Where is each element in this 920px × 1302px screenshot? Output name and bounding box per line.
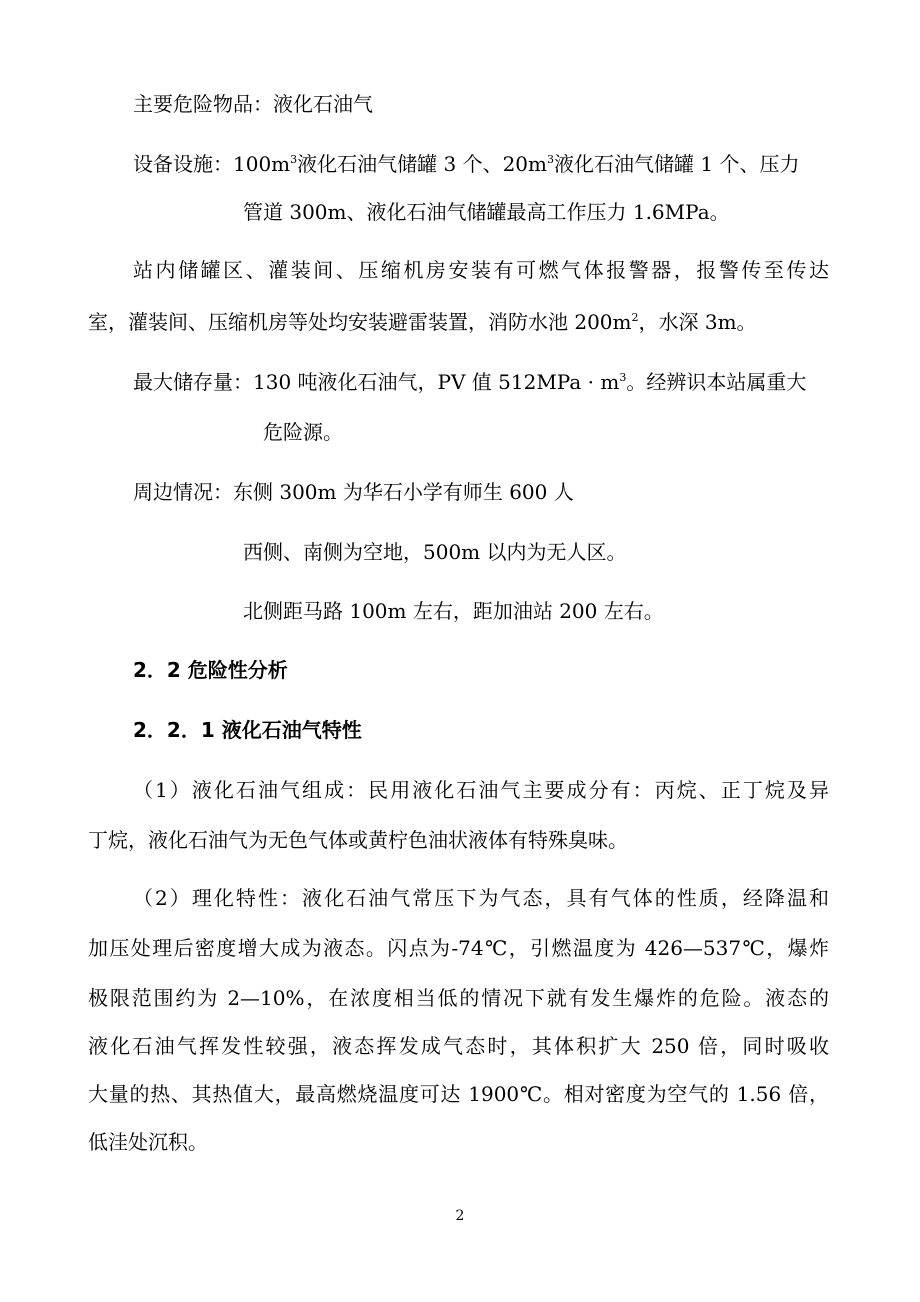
composition-line-2: 丁烷，液化石油气为无色气体或黄柠色油状液体有特殊臭味。 [88, 828, 628, 852]
section-heading-2-2: 2．2 危险性分析 [133, 658, 288, 682]
max-storage-line-2: 危险源。 [263, 420, 343, 444]
composition-line-1: （1）液化石油气组成：民用液化石油气主要成分有：丙烷、正丁烷及异 [133, 778, 829, 802]
section-heading-2-2-1: 2．2．1 液化石油气特性 [133, 718, 362, 742]
surroundings-line-1: 周边情况：东侧 300m 为华石小学有师生 600 人 [133, 480, 574, 504]
equipment-line-2: 管道 300m、液化石油气储罐最高工作压力 1.6MPa。 [243, 200, 730, 224]
properties-line-4: 液化石油气挥发性较强，液态挥发成气态时，其体积扩大 250 倍，同时吸收 [88, 1034, 829, 1058]
surroundings-line-3: 北侧距马路 100m 左右，距加油站 200 左右。 [243, 599, 664, 623]
page-number: 2 [455, 1208, 465, 1224]
surroundings-line-2: 西侧、南侧为空地，500m 以内为无人区。 [243, 540, 627, 564]
properties-line-3: 极限范围约为 2—10%，在浓度相当低的情况下就有发生爆炸的危险。液态的 [88, 986, 829, 1010]
hazard-item-line: 主要危险物品：液化石油气 [133, 92, 373, 116]
alarm-paragraph-line-1: 站内储罐区、灌装间、压缩机房安装有可燃气体报警器，报警传至传达 [133, 258, 829, 282]
max-storage-line-1: 最大储存量：130 吨液化石油气，PV 值 $512MPa \cdot m^3$。经辨识本站属重大 [133, 370, 807, 394]
properties-line-5: 大量的热、其热值大，最高燃烧温度可达 1900℃。相对密度为空气的 1.56 倍， [88, 1082, 829, 1106]
properties-line-6: 低洼处沉积。 [88, 1130, 208, 1154]
equipment-line-1: 设备设施：$100m^3$液化石油气储罐 3 个、$20m^3$液化石油气储罐 1 个、压力 [133, 152, 800, 176]
alarm-paragraph-line-2: 室，灌装间、压缩机房等处均安装避雷装置，消防水池 $200m^2$，水深 3m。 [88, 310, 757, 334]
properties-line-2: 加压处理后密度增大成为液态。闪点为-74℃，引燃温度为 426—537℃，爆炸 [88, 936, 829, 960]
properties-line-1: （2）理化特性：液化石油气常压下为气态，具有气体的性质，经降温和 [133, 886, 829, 910]
